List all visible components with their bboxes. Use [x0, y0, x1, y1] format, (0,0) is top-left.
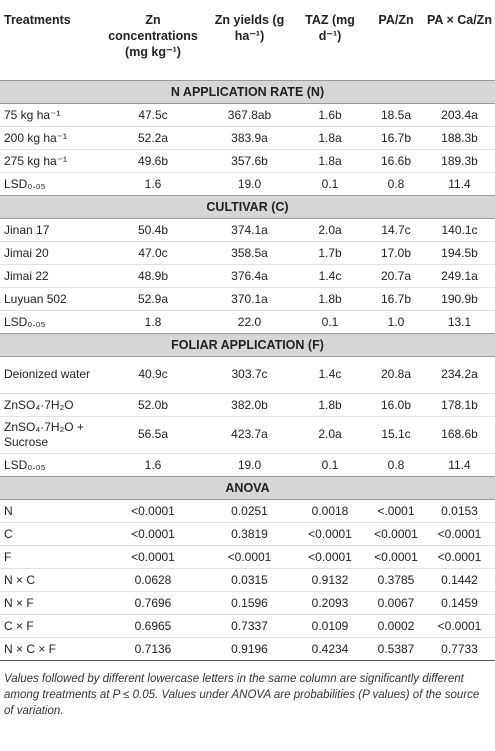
cell-zn-yield: 22.0 — [207, 310, 292, 333]
cell-zn-yield: 367.8ab — [207, 103, 292, 126]
cell-pa-ca-zn: 189.3b — [424, 149, 495, 172]
row-label: C × F — [0, 614, 99, 637]
cell-taz: 1.8a — [292, 126, 368, 149]
table-row — [0, 356, 495, 393]
row-label: N × C — [0, 568, 99, 591]
table-row — [0, 149, 495, 172]
row-label: N × C × F — [0, 637, 99, 660]
table-row — [0, 614, 495, 637]
table-row — [0, 287, 495, 310]
table-row — [0, 172, 495, 195]
cell-pa-zn: <.0001 — [368, 499, 424, 522]
cell-taz: 1.7b — [292, 241, 368, 264]
table-row — [0, 591, 495, 614]
cell-taz: 0.0018 — [292, 499, 368, 522]
cell-pa-zn: 15.1c — [368, 416, 424, 453]
cell-zn-concentration: 47.0c — [99, 241, 207, 264]
table-row — [0, 568, 495, 591]
cell-taz: 0.0109 — [292, 614, 368, 637]
cell-zn-yield: 19.0 — [207, 172, 292, 195]
row-label: Deionized water — [0, 356, 99, 393]
cell-taz: 0.1 — [292, 453, 368, 476]
cell-zn-yield: 357.6b — [207, 149, 292, 172]
cell-zn-concentration: <0.0001 — [99, 545, 207, 568]
cell-pa-ca-zn: 0.7733 — [424, 637, 495, 660]
table-footnote: Values followed by different lowercase letters in the same column are significantly different among treatments at P ≤ 0.05. Values under ANOVA are probabilities (P values) of the source of variation. — [4, 672, 480, 717]
cell-zn-yield: 0.0315 — [207, 568, 292, 591]
cell-taz: 1.8b — [292, 287, 368, 310]
cell-pa-ca-zn: 249.1a — [424, 264, 495, 287]
row-label: C — [0, 522, 99, 545]
cell-zn-yield: 370.1a — [207, 287, 292, 310]
row-label: 75 kg ha⁻¹ — [0, 103, 99, 126]
cell-taz: <0.0001 — [292, 545, 368, 568]
cell-zn-concentration: 52.9a — [99, 287, 207, 310]
table-row — [0, 637, 495, 660]
cell-zn-concentration: 49.6b — [99, 149, 207, 172]
cell-zn-concentration: 52.2a — [99, 126, 207, 149]
table-row — [0, 416, 495, 453]
cell-pa-ca-zn: 234.2a — [424, 356, 495, 393]
cell-taz: 1.8b — [292, 393, 368, 416]
cell-pa-zn: 20.8a — [368, 356, 424, 393]
cell-zn-yield: 423.7a — [207, 416, 292, 453]
cell-pa-zn: <0.0001 — [368, 545, 424, 568]
row-label: F — [0, 545, 99, 568]
cell-pa-zn: 14.7c — [368, 218, 424, 241]
section-header — [0, 476, 495, 499]
cell-zn-yield: 374.1a — [207, 218, 292, 241]
table-row — [0, 103, 495, 126]
cell-zn-concentration: 52.0b — [99, 393, 207, 416]
cell-zn-concentration: 40.9c — [99, 356, 207, 393]
cell-zn-concentration: 0.7696 — [99, 591, 207, 614]
cell-pa-zn: <0.0001 — [368, 522, 424, 545]
cell-pa-ca-zn: 0.0153 — [424, 499, 495, 522]
cell-taz: 1.8a — [292, 149, 368, 172]
row-label: 200 kg ha⁻¹ — [0, 126, 99, 149]
cell-pa-zn: 16.0b — [368, 393, 424, 416]
cell-taz: 0.2093 — [292, 591, 368, 614]
row-label: N — [0, 499, 99, 522]
cell-pa-ca-zn: 140.1c — [424, 218, 495, 241]
cell-pa-zn: 0.3785 — [368, 568, 424, 591]
cell-zn-yield: <0.0001 — [207, 545, 292, 568]
cell-pa-ca-zn: 13.1 — [424, 310, 495, 333]
cell-taz: 1.4c — [292, 264, 368, 287]
cell-zn-concentration: 48.9b — [99, 264, 207, 287]
cell-taz: 2.0a — [292, 416, 368, 453]
table-row — [0, 393, 495, 416]
row-label: LSD₀.₀₅ — [0, 172, 99, 195]
row-label: LSD₀.₀₅ — [0, 453, 99, 476]
cell-zn-yield: 358.5a — [207, 241, 292, 264]
cell-zn-concentration: 1.6 — [99, 453, 207, 476]
table-row — [0, 241, 495, 264]
cell-pa-zn: 16.6b — [368, 149, 424, 172]
table-row — [0, 545, 495, 568]
cell-pa-zn: 1.0 — [368, 310, 424, 333]
cell-zn-concentration: 1.6 — [99, 172, 207, 195]
cell-pa-ca-zn: 194.5b — [424, 241, 495, 264]
row-label: ZnSO₄·7H₂O + Sucrose — [0, 416, 99, 453]
table-row — [0, 522, 495, 545]
cell-pa-zn: 17.0b — [368, 241, 424, 264]
row-label: Luyuan 502 — [0, 287, 99, 310]
cell-zn-concentration: 0.6965 — [99, 614, 207, 637]
cell-zn-yield: 376.4a — [207, 264, 292, 287]
cell-pa-ca-zn: 203.4a — [424, 103, 495, 126]
section-header — [0, 195, 495, 218]
cell-zn-concentration: <0.0001 — [99, 499, 207, 522]
cell-zn-yield: 0.9196 — [207, 637, 292, 660]
cell-taz: 2.0a — [292, 218, 368, 241]
cell-pa-ca-zn: 11.4 — [424, 453, 495, 476]
cell-pa-zn: 18.5a — [368, 103, 424, 126]
row-label: Jimai 22 — [0, 264, 99, 287]
cell-pa-ca-zn: 11.4 — [424, 172, 495, 195]
cell-taz: 0.9132 — [292, 568, 368, 591]
cell-zn-yield: 0.3819 — [207, 522, 292, 545]
section-title: CULTIVAR (C) — [0, 195, 495, 218]
row-label: LSD₀.₀₅ — [0, 310, 99, 333]
cell-zn-yield: 0.0251 — [207, 499, 292, 522]
section-header — [0, 80, 495, 103]
cell-taz: 1.6b — [292, 103, 368, 126]
cell-pa-ca-zn: 190.9b — [424, 287, 495, 310]
header-treatments: Treatments — [4, 13, 71, 27]
table-row — [0, 310, 495, 333]
cell-zn-concentration: 0.7136 — [99, 637, 207, 660]
table-row — [0, 264, 495, 287]
cell-zn-yield: 383.9a — [207, 126, 292, 149]
cell-pa-zn: 0.0002 — [368, 614, 424, 637]
section-title: N APPLICATION RATE (N) — [0, 80, 495, 103]
cell-zn-yield: 303.7c — [207, 356, 292, 393]
cell-zn-concentration: 56.5a — [99, 416, 207, 453]
cell-zn-yield: 382.0b — [207, 393, 292, 416]
cell-zn-concentration: 1.8 — [99, 310, 207, 333]
cell-taz: 0.1 — [292, 172, 368, 195]
cell-pa-ca-zn: 0.1459 — [424, 591, 495, 614]
cell-pa-zn: 0.0067 — [368, 591, 424, 614]
row-label: Jinan 17 — [0, 218, 99, 241]
header-pa-ca-zn: PA × Ca/Zn — [427, 13, 492, 27]
cell-pa-zn: 0.5387 — [368, 637, 424, 660]
cell-pa-ca-zn: 168.6b — [424, 416, 495, 453]
cell-pa-zn: 20.7a — [368, 264, 424, 287]
cell-pa-ca-zn: 178.1b — [424, 393, 495, 416]
cell-taz: 1.4c — [292, 356, 368, 393]
cell-pa-ca-zn: <0.0001 — [424, 522, 495, 545]
table-row — [0, 499, 495, 522]
table-row — [0, 218, 495, 241]
cell-zn-yield: 0.1596 — [207, 591, 292, 614]
header-pa-zn: PA/Zn — [378, 13, 414, 27]
cell-pa-zn: 16.7b — [368, 287, 424, 310]
header-zn-concentrations: Zn concentrations (mg kg⁻¹) — [108, 13, 198, 59]
cell-taz: 0.1 — [292, 310, 368, 333]
section-title: FOLIAR APPLICATION (F) — [0, 333, 495, 356]
cell-taz: <0.0001 — [292, 522, 368, 545]
row-label: ZnSO₄·7H₂O — [0, 393, 99, 416]
table-row — [0, 126, 495, 149]
cell-pa-zn: 0.8 — [368, 172, 424, 195]
cell-zn-concentration: 50.4b — [99, 218, 207, 241]
cell-zn-concentration: 47.5c — [99, 103, 207, 126]
cell-pa-ca-zn: 0.1442 — [424, 568, 495, 591]
cell-zn-concentration: <0.0001 — [99, 522, 207, 545]
cell-pa-ca-zn: 188.3b — [424, 126, 495, 149]
header-zn-yields: Zn yields (g ha⁻¹) — [214, 13, 285, 43]
cell-zn-yield: 19.0 — [207, 453, 292, 476]
row-label: N × F — [0, 591, 99, 614]
cell-zn-concentration: 0.0628 — [99, 568, 207, 591]
cell-taz: 0.4234 — [292, 637, 368, 660]
cell-pa-ca-zn: <0.0001 — [424, 545, 495, 568]
cell-zn-yield: 0.7337 — [207, 614, 292, 637]
row-label: 275 kg ha⁻¹ — [0, 149, 99, 172]
cell-pa-zn: 16.7b — [368, 126, 424, 149]
cell-pa-zn: 0.8 — [368, 453, 424, 476]
section-title: ANOVA — [0, 476, 495, 499]
section-header — [0, 333, 495, 356]
cell-pa-ca-zn: <0.0001 — [424, 614, 495, 637]
table-row — [0, 453, 495, 476]
header-taz: TAZ (mg d⁻¹) — [305, 13, 355, 43]
row-label: Jimai 20 — [0, 241, 99, 264]
header-row — [0, 0, 495, 80]
